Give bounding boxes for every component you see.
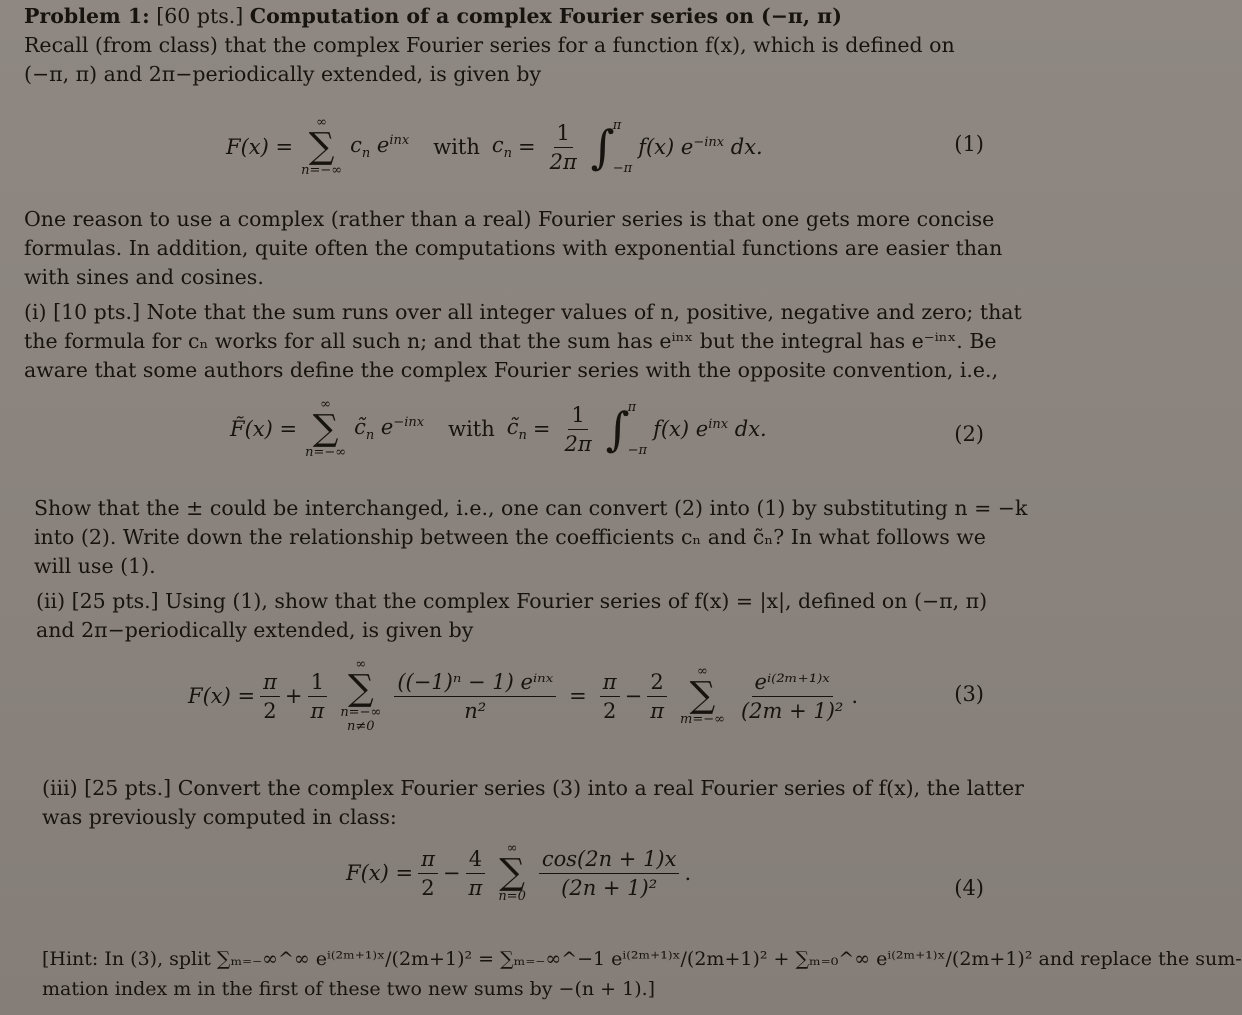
eq4-number: (4) <box>954 876 984 900</box>
eq4-lhs: F(x) = <box>346 861 414 885</box>
problem-title: Computation of a complex Fourier series on (−π, π) <box>249 4 842 28</box>
eq2-lhs: F̃(x) = <box>230 417 298 441</box>
part-iii-paragraph <box>42 774 1024 832</box>
equation-1: F(x) = ∞ ∑ n=−∞ $c_n$ $e^{inx}$ with $c_n$ = $\frac{1}{2\pi}$ ∫ π −π f(x) $e^{-inx}$ dx. (1) <box>226 115 984 178</box>
intro-line-2: (−π, π) and 2π−periodically extended, is given by <box>24 62 542 86</box>
eq4-cos-fraction: $\frac{\cos(2n + 1)x}{\text{(2n + 1)²}}$ <box>539 847 680 900</box>
eq2-sum: ∞ ∑ n=−∞ <box>305 397 347 460</box>
part-i-line-2: the formula for cₙ works for all such n; and that the sum has eⁱⁿˣ but the integral has e⁻ⁱⁿˣ. Be <box>24 329 997 353</box>
eq1-integral: ∫ π −π <box>590 118 633 176</box>
reason-paragraph <box>24 205 1003 292</box>
show-line-1: Show that the ± could be interchanged, i.e., one can convert (2) into (1) by substituting n = −k <box>34 496 1028 520</box>
eq3-two-over-pi: $\frac{2}{\pi}$ <box>647 670 667 723</box>
eq1-with: with <box>433 135 480 159</box>
eq1-fraction: $\frac{1}{2\pi}$ <box>549 120 577 174</box>
part-i-paragraph <box>24 298 1022 385</box>
hint-paragraph <box>42 944 1242 1004</box>
equation-4: F(x) = $\frac{\pi}{2}$ − $\frac{4}{\pi}$ ∞ ∑ n=0 $\frac{\cos(2n + 1)x}{\text{(2n + 1)²}}$ . (4) <box>346 841 984 904</box>
problem-points: [60 pts.] <box>156 4 244 28</box>
eq1-coef: $c_n$ <box>491 132 513 162</box>
eq3-term-fraction: $\frac{\text{((−1)ⁿ − 1) eⁱⁿˣ}}{\text{n²}}$ <box>394 670 556 723</box>
eq2-number: (2) <box>954 422 984 446</box>
reason-line-2: formulas. In addition, quite often the computations with exponential functions are easier than <box>24 236 1003 260</box>
eq4-sum: ∞ ∑ n=0 <box>498 841 526 904</box>
eq1-number: (1) <box>954 132 984 156</box>
reason-line-1: One reason to use a complex (rather than a real) Fourier series is that one gets more concise <box>24 207 995 231</box>
eq3-lhs: F(x) = <box>188 684 256 708</box>
part-ii-line-2: and 2π−periodically extended, is given by <box>36 618 474 642</box>
eq2-coef: $c̃_n$ <box>506 414 527 444</box>
equation-2: F̃(x) = ∞ ∑ n=−∞ $c̃_n$ $e^{-inx}$ with $c̃_n$ = $\frac{1}{2\pi}$ ∫ π −π f(x) $e^{inx}$ dx. (2) <box>230 397 984 460</box>
eq1-sum: ∞ ∑ n=−∞ <box>301 115 343 178</box>
show-line-3: will use (1). <box>34 554 156 578</box>
eq1-integrand: f(x) $e^{-inx}$ dx. <box>638 135 763 159</box>
eq3-pi-over-2-rhs: $\frac{\pi}{2}$ <box>600 670 620 723</box>
eq3-pi-over-2: $\frac{\pi}{2}$ <box>260 670 280 723</box>
eq3-number: (3) <box>954 682 984 706</box>
hint-line-2: mation index m in the first of these two new sums by −(n + 1).] <box>42 978 656 1000</box>
eq3-sum-n: ∞ ∑ n=−∞ n≠0 <box>340 657 382 734</box>
problem-label: Problem 1: <box>24 4 150 28</box>
part-ii-line-1: (ii) [25 pts.] Using (1), show that the complex Fourier series of f(x) = |x|, defined on (−π, π) <box>36 589 988 613</box>
equation-3: F(x) = $\frac{\pi}{2}$ + $\frac{1}{\pi}$ ∞ ∑ n=−∞ n≠0 $\frac{\text{((−1)ⁿ − 1) eⁱⁿˣ}}{\text{n²}}$ = $\frac{\pi}{2}$ − $\frac{2}{\pi}$ ∞ ∑ m=−∞ $\frac{\text{eⁱ⁽²ᵐ⁺¹⁾ˣ}}{\text{(2m + 1)²}}$ . (3) <box>188 657 984 734</box>
part-i-line-3: aware that some authors define the complex Fourier series with the opposite convention, i.e., <box>24 358 999 382</box>
part-iii-line-2: was previously computed in class: <box>42 805 397 829</box>
eq1-term: $c_n$ $e^{inx}$ <box>350 132 410 162</box>
problem-title-line <box>24 2 994 31</box>
hint-line-1: [Hint: In (3), split ∑ₘ₌₋∞^∞ eⁱ⁽²ᵐ⁺¹⁾ˣ/(2m+1)² = ∑ₘ₌₋∞^−1 eⁱ⁽²ᵐ⁺¹⁾ˣ/(2m+1)² + ∑ₘ₌₀^∞ eⁱ⁽²ᵐ⁺¹⁾ˣ/(2m+1)² and replace the sum- <box>42 948 1242 970</box>
intro-paragraph <box>24 2 994 89</box>
intro-line-1: Recall (from class) that the complex Fourier series for a function f(x), which is defined on <box>24 33 955 57</box>
part-iii-line-1: (iii) [25 pts.] Convert the complex Fourier series (3) into a real Fourier series of f(x), the latter <box>42 776 1024 800</box>
eq3-sum-m: ∞ ∑ m=−∞ <box>680 664 725 727</box>
eq2-integral: ∫ π −π <box>605 400 648 458</box>
part-ii-paragraph <box>36 587 1006 645</box>
part-i-line-1: (i) [10 pts.] Note that the sum runs over all integer values of n, positive, negative and zero; that <box>24 300 1022 324</box>
eq3-rhs-fraction: $\frac{\text{eⁱ⁽²ᵐ⁺¹⁾ˣ}}{\text{(2m + 1)²}}$ <box>740 669 844 723</box>
eq2-integrand: f(x) $e^{inx}$ dx. <box>653 417 767 441</box>
show-line-2: into (2). Write down the relationship between the coefficients cₙ and c̃ₙ? In what follows we <box>34 525 986 549</box>
show-paragraph <box>34 494 1028 581</box>
reason-line-3: with sines and cosines. <box>24 265 264 289</box>
eq3-one-over-pi: $\frac{1}{\pi}$ <box>308 670 328 723</box>
eq2-fraction: $\frac{1}{2\pi}$ <box>564 402 592 456</box>
eq1-lhs: F(x) = <box>226 135 294 159</box>
eq4-pi-over-2: $\frac{\pi}{2}$ <box>418 847 438 900</box>
eq2-with: with <box>448 417 495 441</box>
eq4-four-over-pi: $\frac{4}{\pi}$ <box>466 847 486 900</box>
eq2-term: $c̃_n$ $e^{-inx}$ <box>354 414 425 444</box>
